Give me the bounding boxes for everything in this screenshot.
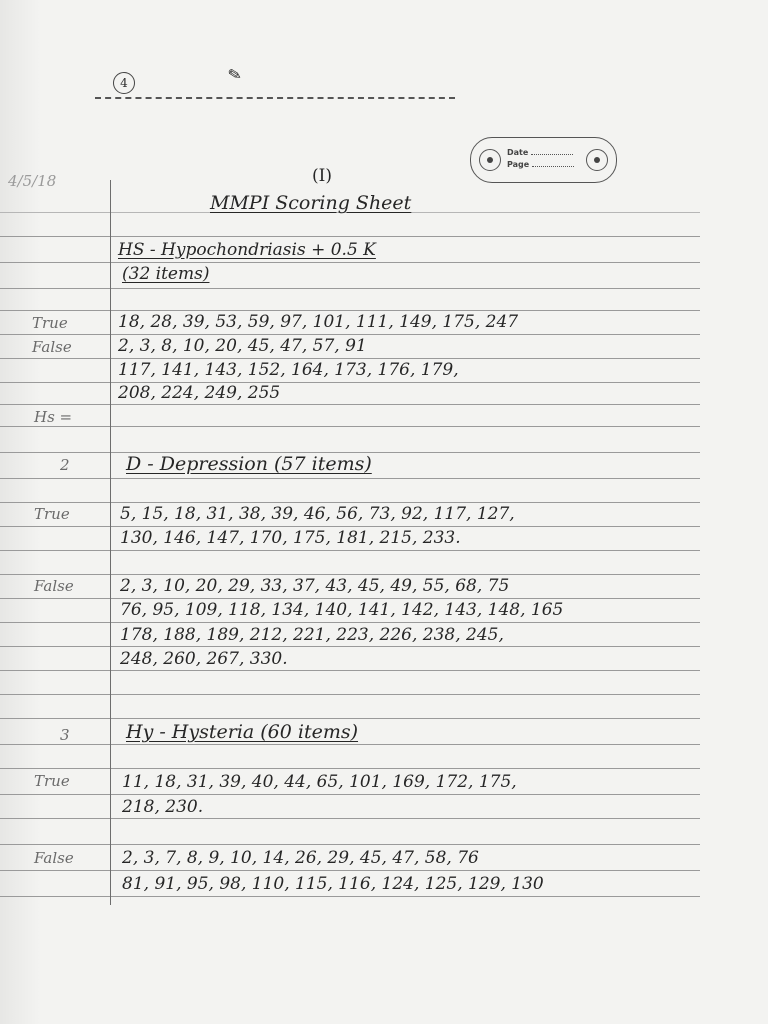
- section-title: Hy - Hysteria (60 items): [126, 721, 359, 743]
- section-number: 2: [60, 456, 70, 474]
- ruled-line: [0, 236, 700, 237]
- ruled-line: [0, 502, 700, 503]
- ruled-line: [0, 288, 700, 289]
- false-items: 2, 3, 8, 10, 20, 45, 47, 57, 91: [118, 336, 367, 356]
- ruled-line: [0, 382, 700, 383]
- ruled-line: [0, 818, 700, 819]
- true-label: True: [34, 772, 70, 790]
- ruled-line: [0, 670, 700, 671]
- ruled-line: [0, 404, 700, 405]
- ruled-line: [0, 478, 700, 479]
- ruled-line: [0, 262, 700, 263]
- ruled-line: [0, 694, 700, 695]
- date-page-stamp: [470, 137, 617, 183]
- true-items: 5, 15, 18, 31, 38, 39, 46, 56, 73, 92, 117, 127,: [120, 504, 515, 524]
- ruled-line: [0, 896, 700, 897]
- section-title: D - Depression (57 items): [126, 453, 372, 475]
- header-rule: [95, 97, 455, 99]
- false-items: 76, 95, 109, 118, 134, 140, 141, 142, 143, 148, 165: [120, 600, 564, 620]
- section-number: 3: [60, 726, 70, 744]
- true-label: True: [34, 505, 70, 523]
- ruled-line: [0, 768, 700, 769]
- false-items: 2, 3, 10, 20, 29, 33, 37, 43, 45, 49, 55, 68, 75: [120, 576, 510, 596]
- stamp-page: Page: [507, 160, 574, 169]
- hs-result-label: Hs =: [34, 408, 73, 426]
- true-items: 218, 230.: [122, 797, 204, 817]
- false-items: 117, 141, 143, 152, 164, 173, 176, 179,: [118, 360, 459, 380]
- page-title: MMPI Scoring Sheet: [210, 192, 412, 214]
- stamp-date: Date: [507, 148, 573, 157]
- false-label: False: [34, 849, 74, 867]
- section-title: HS - Hypochondriasis + 0.5 K: [118, 240, 376, 260]
- ruled-line: [0, 598, 700, 599]
- true-items: 11, 18, 31, 39, 40, 44, 65, 101, 169, 172, 175,: [122, 772, 517, 792]
- ruled-line: [0, 870, 700, 871]
- true-items: 18, 28, 39, 53, 59, 97, 101, 111, 149, 175, 247: [118, 312, 519, 332]
- pen-mark: ✎: [226, 63, 244, 86]
- false-label: False: [34, 577, 74, 595]
- true-items: 130, 146, 147, 170, 175, 181, 215, 233.: [120, 528, 461, 548]
- ruled-line: [0, 844, 700, 845]
- ruled-line: [0, 334, 700, 335]
- false-items: 248, 260, 267, 330.: [120, 649, 288, 669]
- ruled-line: [0, 526, 700, 527]
- false-items: 178, 188, 189, 212, 221, 223, 226, 238, 245,: [120, 625, 504, 645]
- roman-numeral: (I): [312, 166, 332, 186]
- false-label: False: [32, 338, 72, 356]
- ruled-line: [0, 646, 700, 647]
- false-items: 208, 224, 249, 255: [118, 383, 281, 403]
- margin-date-mark: 4/5/18: [8, 172, 57, 190]
- ruled-line: [0, 358, 700, 359]
- ruled-line: [0, 744, 700, 745]
- false-items: 2, 3, 7, 8, 9, 10, 14, 26, 29, 45, 47, 58, 76: [122, 848, 479, 868]
- stamp-ornament-icon: [586, 149, 608, 171]
- ruled-line: [0, 794, 700, 795]
- page-marker: 4: [113, 72, 135, 94]
- margin-line: [110, 180, 111, 905]
- false-items: 81, 91, 95, 98, 110, 115, 116, 124, 125, 129, 130: [122, 874, 544, 894]
- stamp-ornament-icon: [479, 149, 501, 171]
- ruled-line: [0, 426, 700, 427]
- ruled-line: [0, 310, 700, 311]
- ruled-line: [0, 550, 700, 551]
- ruled-line: [0, 574, 700, 575]
- ruled-line: [0, 718, 700, 719]
- ruled-line: [0, 622, 700, 623]
- true-label: True: [32, 314, 68, 332]
- section-subtitle: (32 items): [122, 264, 210, 284]
